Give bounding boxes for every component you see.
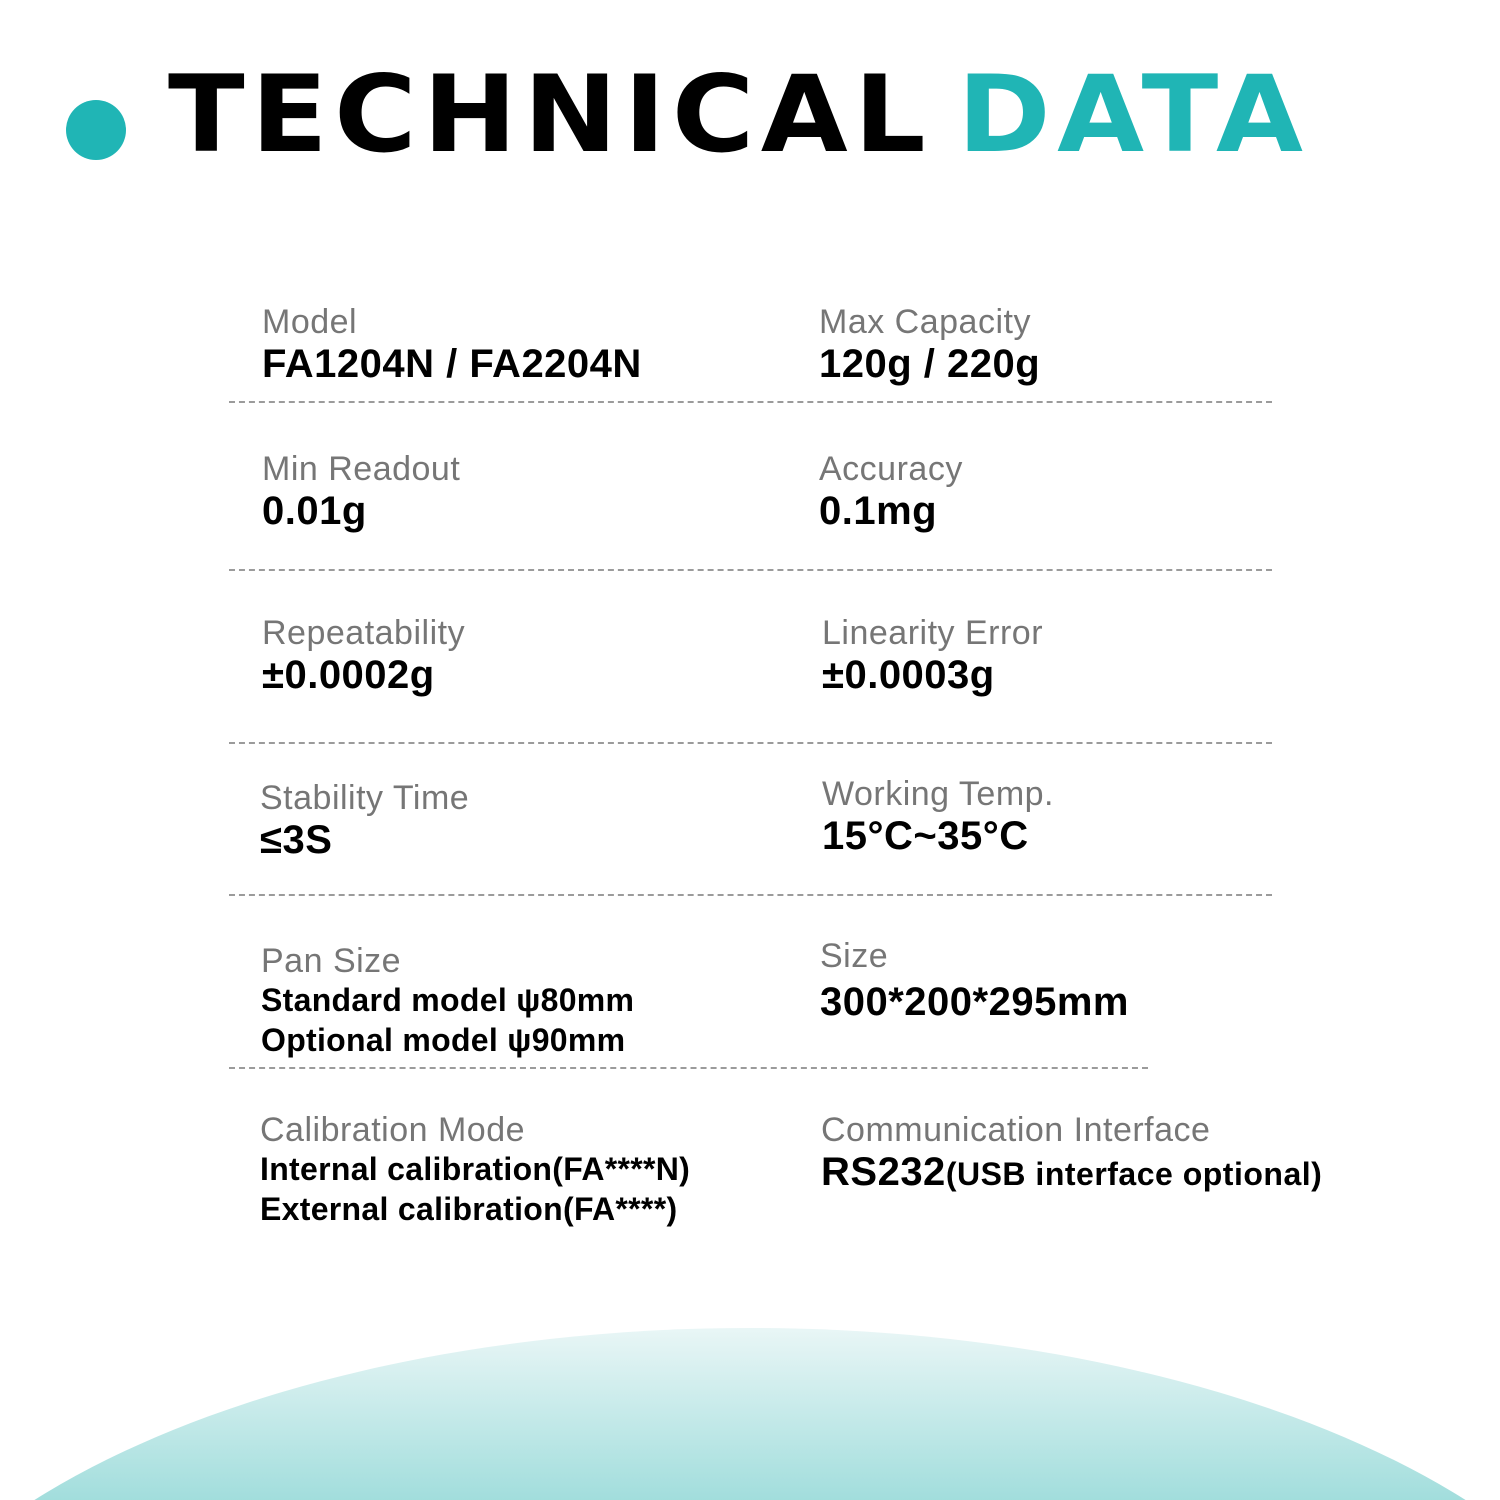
title-accent: DATA [957, 53, 1310, 176]
spec-min-readout [262, 452, 460, 534]
spec-label: Pan Size [261, 942, 402, 980]
spec-max-capacity [819, 305, 1040, 387]
spec-value-line: Standard model ψ80mm [261, 981, 635, 1018]
spec-label: Working Temp. [822, 775, 1054, 813]
divider [229, 1067, 1148, 1069]
arc-shape [0, 1328, 1500, 1500]
spec-label: Size [820, 937, 889, 975]
spec-model [262, 305, 642, 387]
spec-value-line: Internal calibration(FA****N) [260, 1150, 691, 1187]
spec-linearity-error [822, 616, 1043, 698]
spec-value: ±0.0003g [822, 652, 995, 697]
page-title [168, 53, 1310, 176]
spec-value: 0.01g [262, 488, 367, 533]
spec-label: Accuracy [819, 450, 963, 488]
divider [229, 894, 1272, 896]
spec-size [820, 939, 1129, 1025]
spec-value [821, 1149, 1322, 1195]
spec-calibration-mode [260, 1113, 690, 1229]
spec-label: Communication Interface [821, 1111, 1211, 1149]
divider [229, 569, 1272, 571]
spec-value: FA1204N / FA2204N [262, 341, 642, 386]
spec-repeatability [262, 616, 465, 698]
spec-label: Model [262, 303, 358, 341]
spec-value: 15°C~35°C [822, 813, 1029, 858]
spec-label: Linearity Error [822, 614, 1044, 652]
spec-value: 300*200*295mm [820, 979, 1129, 1024]
spec-label: Max Capacity [819, 303, 1031, 341]
spec-label: Min Readout [262, 450, 461, 488]
spec-value: 120g / 220g [819, 341, 1041, 386]
spec-working-temp [822, 777, 1054, 859]
bullet-circle-icon [66, 100, 126, 160]
spec-label: Repeatability [262, 614, 466, 652]
spec-value: 0.1mg [819, 488, 938, 533]
spec-value-line: External calibration(FA****) [260, 1190, 678, 1227]
title-main: TECHNICAL [168, 53, 932, 176]
spec-stability-time [260, 781, 469, 863]
spec-accuracy [819, 452, 963, 534]
spec-value: ≤3S [260, 817, 333, 862]
spec-pan-size [261, 944, 634, 1060]
spec-value: ±0.0002g [262, 652, 435, 697]
spec-communication-interface [821, 1113, 1322, 1195]
decorative-arc [0, 1320, 1500, 1500]
spec-value-line: Optional model ψ90mm [261, 1021, 626, 1058]
interface-note: (USB interface optional) [945, 1155, 1323, 1192]
divider [229, 401, 1272, 403]
spec-label: Stability Time [260, 779, 470, 817]
interface-main: RS232 [821, 1149, 946, 1194]
spec-label: Calibration Mode [260, 1111, 526, 1149]
divider [229, 742, 1272, 744]
